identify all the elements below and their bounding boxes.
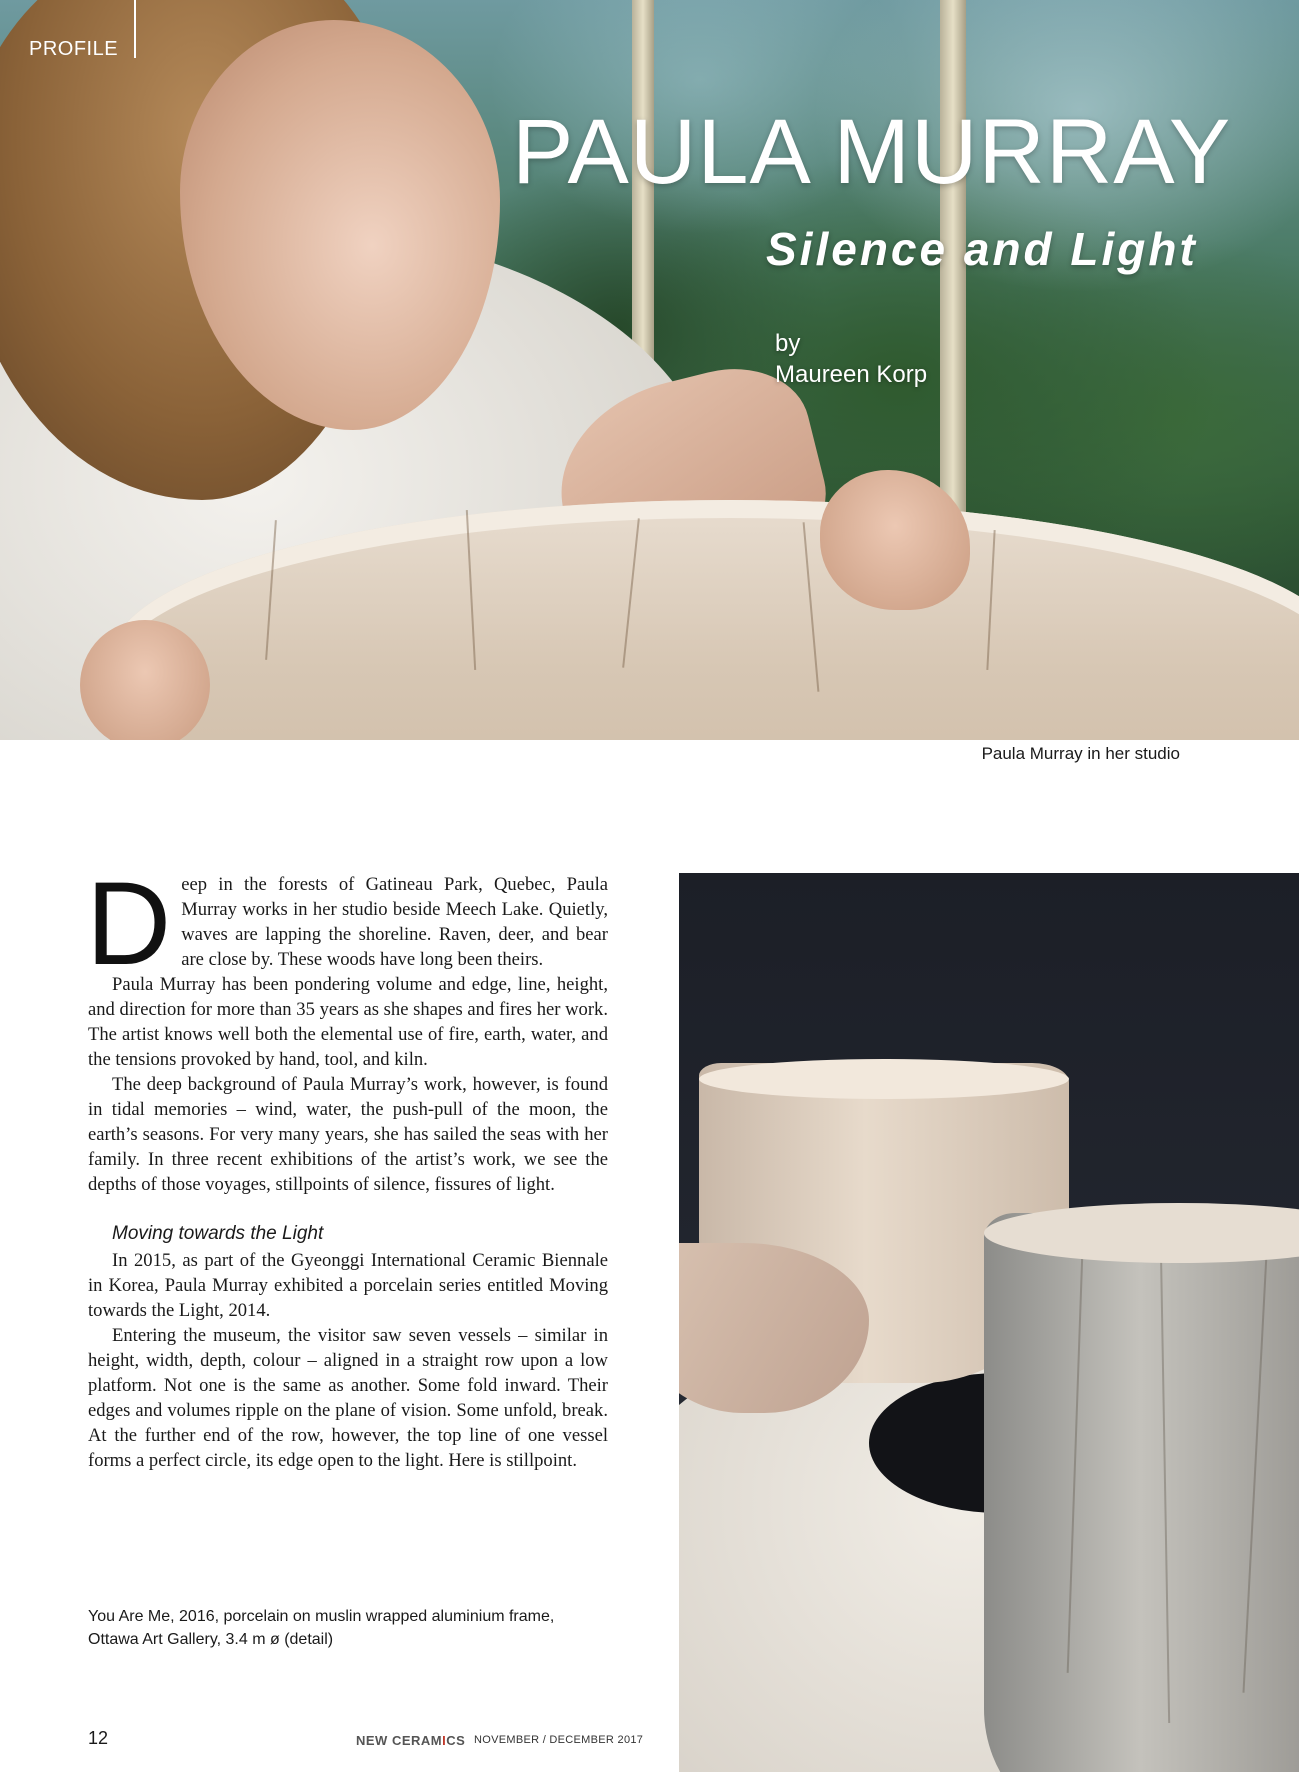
page-title: PAULA MURRAY — [512, 101, 1232, 203]
page-subtitle: Silence and Light — [766, 223, 1198, 275]
article-paragraph: Entering the museum, the visitor saw seven vessels – similar in height, width, depth, colour – aligned in a straight row upon a low platform. Not one is the same as another. Some fold inward. Their edges and volumes ripple on the plane of vision. Some unfold, break. At the further end of the row, however, the top line of one vessel forms a perfect circle, its edge open to the light. Here is stillpoint. — [88, 1325, 608, 1471]
section-kicker: PROFILE — [29, 38, 119, 60]
artwork-photo — [679, 873, 1299, 1772]
photo-vessel-front — [984, 1213, 1299, 1772]
photo-caption — [88, 1605, 608, 1651]
article-paragraph: In 2015, as part of the Gyeonggi International Ceramic Biennale in Korea, Paula Murray exhibited a porcelain series entitled Moving towards the Light, 2014. — [88, 1250, 608, 1321]
drop-cap: D — [86, 858, 172, 990]
issue-date: NOVEMBER / DECEMBER 2017 — [474, 1734, 644, 1746]
author-name: Maureen Korp — [775, 361, 928, 388]
article-paragraph: The deep background of Paula Murray’s work, however, is found in tidal memories – wind, water, the push-pull of the moon, the earth’s seasons. For very many years, she has sailed the seas with her family. In three recent exhibitions of the artist’s work, we see the depths of those voyages, stillpoints of silence, fissures of light. — [88, 1074, 608, 1195]
hero-caption: Paula Murray in her studio — [981, 744, 1180, 763]
article-body — [86, 858, 608, 1473]
article-paragraph: Paula Murray has been pondering volume and edge, line, height, and direction for more than 35 years as she shapes and fires her work. The artist knows well both the elemental use of fire, earth, water, and the tensions provoked by hand, tool, and kiln. — [88, 974, 608, 1070]
caption-details: 2016, porcelain on muslin wrapped aluminium frame, — [174, 1608, 555, 1625]
caption-location: Ottawa Art Gallery, 3.4 m ø (detail) — [88, 1631, 334, 1648]
photo-hand-left — [80, 620, 210, 740]
page-number: 12 — [88, 1728, 109, 1748]
kicker-rule — [134, 0, 136, 58]
byline-prefix: by — [775, 330, 801, 357]
photo-vessel-back-rim — [699, 1059, 1069, 1099]
caption-work-title: You Are Me, — [88, 1608, 175, 1625]
magazine-name: NEW CERAMICS — [356, 1733, 466, 1748]
section-heading: Moving towards the Light — [112, 1223, 324, 1244]
article-paragraph: Deep in the forests of Gatineau Park, Quebec, Paula Murray works in her studio beside Meech Lake. Quietly, waves are lapping the shoreline. Raven, deer, and bear are close by. These woods have long been theirs. — [86, 858, 608, 990]
byline — [775, 328, 927, 390]
hero-photo — [0, 0, 1299, 740]
